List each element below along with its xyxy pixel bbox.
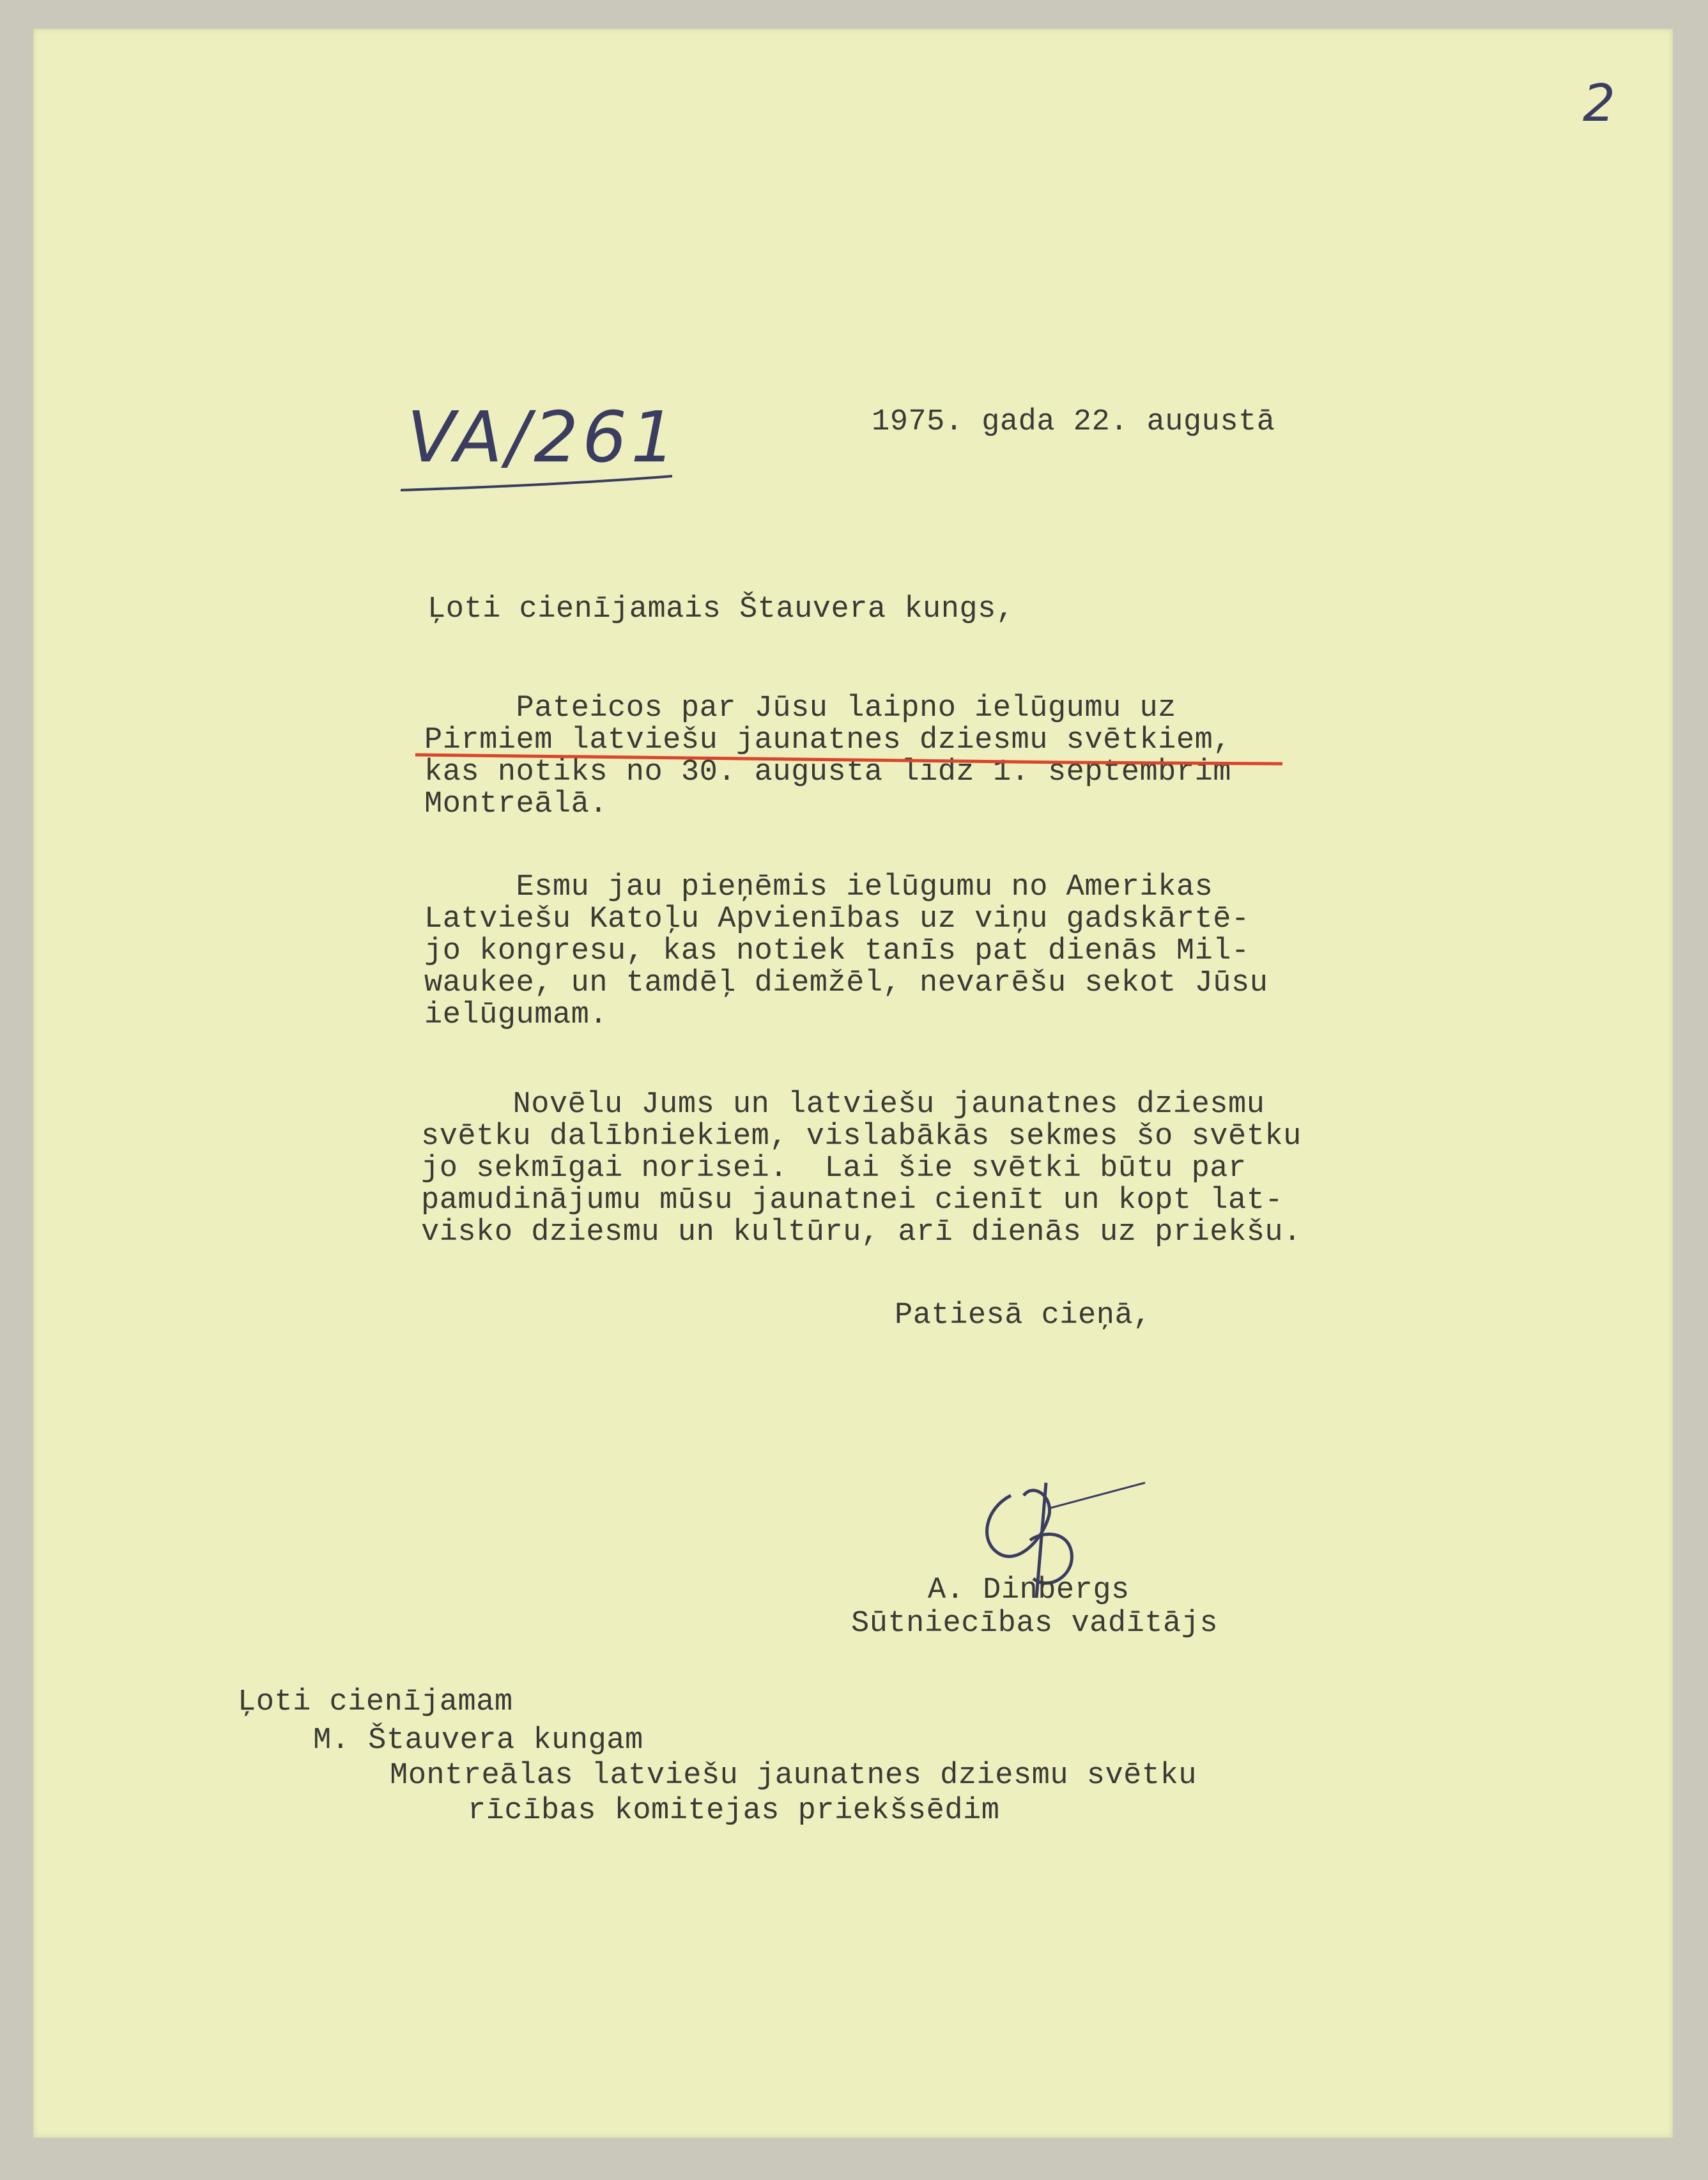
paragraph-3-line-3: jo sekmīgai norisei. Lai šie svētki būtu par bbox=[421, 1152, 1247, 1186]
paragraph-1-line-3: kas notiks no 30. augusta līdz 1. septembrim bbox=[424, 755, 1232, 789]
page-number-handwritten: 2 bbox=[1583, 73, 1615, 133]
paragraph-2-line-1: Esmu jau pieņēmis ielūgumu no Amerikas bbox=[424, 870, 1213, 904]
paragraph-3-line-1: Novēlu Jums un latviešu jaunatnes dziesmu bbox=[421, 1088, 1265, 1122]
paragraph-3-line-4: pamudinājumu mūsu jaunatnei cienīt un kopt lat- bbox=[421, 1184, 1284, 1218]
recipient-line-1: Ļoti cienījamam bbox=[238, 1685, 513, 1719]
closing: Patiesā cieņā, bbox=[895, 1299, 1151, 1333]
red-underline-mark bbox=[410, 745, 1292, 770]
paragraph-1-line-2: Pirmiem latviešu jaunatnes dziesmu svētkiem, bbox=[424, 723, 1232, 757]
letter-sheet bbox=[33, 29, 1673, 2138]
recipient-line-2: M. Štauvera kungam bbox=[313, 1724, 643, 1758]
paragraph-2-line-4: waukee, un tamdēļ diemžēl, nevarēšu sekot Jūsu bbox=[424, 966, 1268, 1000]
signer-title: Sūtniecības vadītājs bbox=[851, 1607, 1219, 1641]
file-reference-underline bbox=[397, 470, 679, 495]
recipient-line-4: rīcības komitejas priekšsēdim bbox=[468, 1794, 1000, 1828]
recipient-line-3: Montreālas latviešu jaunatnes dziesmu svētku bbox=[390, 1759, 1197, 1793]
paragraph-2-line-3: jo kongresu, kas notiek tanīs pat dienās Mil- bbox=[424, 934, 1250, 968]
paragraph-3-line-2: svētku dalībniekiem, vislabākās sekmes šo svētku bbox=[421, 1120, 1302, 1154]
signer-name: A. Dinbergs bbox=[928, 1573, 1130, 1607]
paragraph-1-line-1: Pateicos par Jūsu laipno ielūgumu uz bbox=[424, 692, 1176, 725]
paragraph-3-line-5: visko dziesmu un kultūru, arī dienās uz priekšu. bbox=[421, 1216, 1302, 1249]
salutation: Ļoti cienījamais Štauvera kungs, bbox=[427, 592, 1015, 626]
file-reference-handwritten: VA/261 bbox=[407, 396, 680, 478]
letter-date: 1975. gada 22. augustā bbox=[872, 405, 1275, 439]
paragraph-2-line-5: ielūgumam. bbox=[424, 998, 608, 1032]
paragraph-1-line-4: Montreālā. bbox=[424, 787, 608, 821]
paragraph-2-line-2: Latviešu Katoļu Apvienības uz viņu gadskārtē- bbox=[424, 902, 1250, 936]
